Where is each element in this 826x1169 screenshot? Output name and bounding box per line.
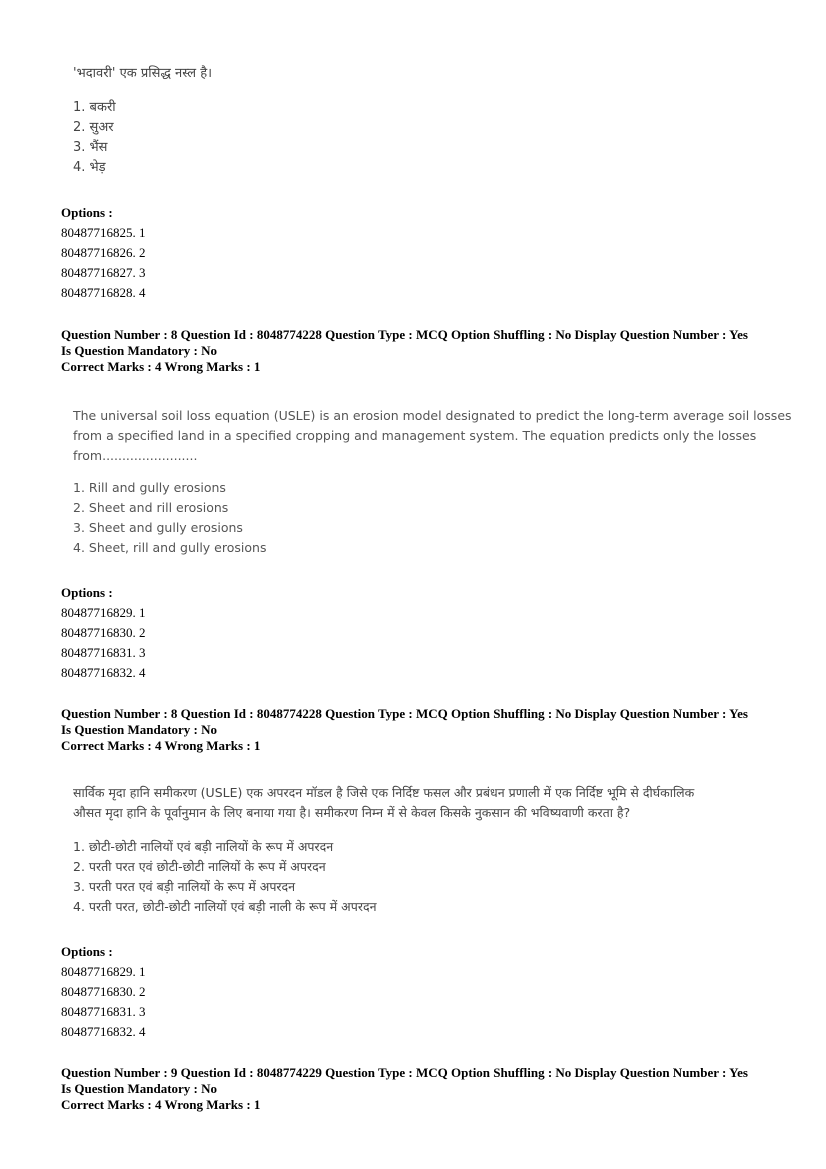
options-heading: Options : (61, 205, 113, 220)
q8-en-choice: 3. Sheet and gully erosions (73, 520, 243, 535)
option-item: 80487716830. 2 (61, 625, 146, 640)
q8-hi-choice: 1. छोटी-छोटी नालियों एवं बड़ी नालियों के रूप में अपरदन (73, 839, 334, 854)
q8-en-choice: 4. Sheet, rill and gully erosions (73, 540, 267, 555)
question-marks: Correct Marks : 4 Wrong Marks : 1 (61, 1097, 261, 1112)
q7-choice: 4. भेड़ (73, 160, 106, 175)
question-mandatory: Is Question Mandatory : No (61, 343, 218, 358)
options-heading: Options : (61, 585, 113, 600)
q7-options-block (61, 203, 146, 303)
option-item: 80487716832. 4 (61, 665, 146, 680)
options-heading: Options : (61, 944, 113, 959)
question-mandatory: Is Question Mandatory : No (61, 1081, 218, 1096)
option-item: 80487716832. 4 (61, 1024, 146, 1039)
q7-choice: 3. भैंस (73, 140, 108, 155)
q7-question-image (73, 64, 212, 178)
q8-en-stem-line: The universal soil loss equation (USLE) is an erosion model designated to predict the long-term average soil losses (73, 408, 792, 423)
question-meta-line: Question Number : 8 Question Id : 8048774228 Question Type : MCQ Option Shuffling : No Display Question Number : Yes (61, 706, 748, 721)
question-marks: Correct Marks : 4 Wrong Marks : 1 (61, 738, 261, 753)
q8-en-question-image (73, 406, 792, 558)
option-item: 80487716828. 4 (61, 285, 146, 300)
q8-en-meta (61, 327, 748, 375)
q8-en-choice: 1. Rill and gully erosions (73, 480, 226, 495)
option-item: 80487716825. 1 (61, 225, 146, 240)
q8-hi-options-block (61, 942, 146, 1042)
q9-meta (61, 1065, 748, 1113)
q8-en-stem-line: from a specified land in a specified cropping and management system. The equation predicts only the losses (73, 428, 757, 443)
question-marks: Correct Marks : 4 Wrong Marks : 1 (61, 359, 261, 374)
q8-en-choice: 2. Sheet and rill erosions (73, 500, 229, 515)
q8-hi-meta (61, 706, 748, 754)
q8-hi-choice: 2. परती परत एवं छोटी-छोटी नालियों के रूप में अपरदन (73, 859, 326, 874)
q8-hi-question-image (73, 783, 694, 917)
question-meta-line: Question Number : 8 Question Id : 8048774228 Question Type : MCQ Option Shuffling : No Display Question Number : Yes (61, 327, 748, 342)
q8-hi-choice: 4. परती परत, छोटी-छोटी नालियों एवं बड़ी नाली के रूप में अपरदन (73, 899, 377, 914)
option-item: 80487716826. 2 (61, 245, 146, 260)
q8-hi-stem-line: सार्विक मृदा हानि समीकरण (USLE) एक अपरदन मॉडल है जिसे एक निर्दिष्ट फसल और प्रबंधन प्रणाली में एक निर्दिष्ट भूमि से दीर्घकालिक (73, 785, 695, 800)
option-item: 80487716831. 3 (61, 645, 146, 660)
q7-choice: 2. सुअर (73, 120, 114, 135)
option-item: 80487716831. 3 (61, 1004, 146, 1019)
question-meta-line: Question Number : 9 Question Id : 8048774229 Question Type : MCQ Option Shuffling : No Display Question Number : Yes (61, 1065, 748, 1080)
q8-hi-stem-line: औसत मृदा हानि के पूर्वानुमान के लिए बनाया गया है। समीकरण निम्न में से केवल किसके नुकसान की भविष्यवाणी करता है? (73, 805, 631, 820)
option-item: 80487716830. 2 (61, 984, 146, 999)
option-item: 80487716829. 1 (61, 964, 146, 979)
option-item: 80487716829. 1 (61, 605, 146, 620)
q8-en-stem-line: from........................ (73, 448, 198, 463)
q8-en-options-block (61, 583, 146, 683)
q7-choice: 1. बकरी (73, 100, 116, 115)
q7-stem: 'भदावरी' एक प्रसिद्ध नस्ल है। (73, 66, 213, 81)
question-mandatory: Is Question Mandatory : No (61, 722, 218, 737)
q8-hi-choice: 3. परती परत एवं बड़ी नालियों के रूप में अपरदन (73, 879, 296, 894)
option-item: 80487716827. 3 (61, 265, 146, 280)
